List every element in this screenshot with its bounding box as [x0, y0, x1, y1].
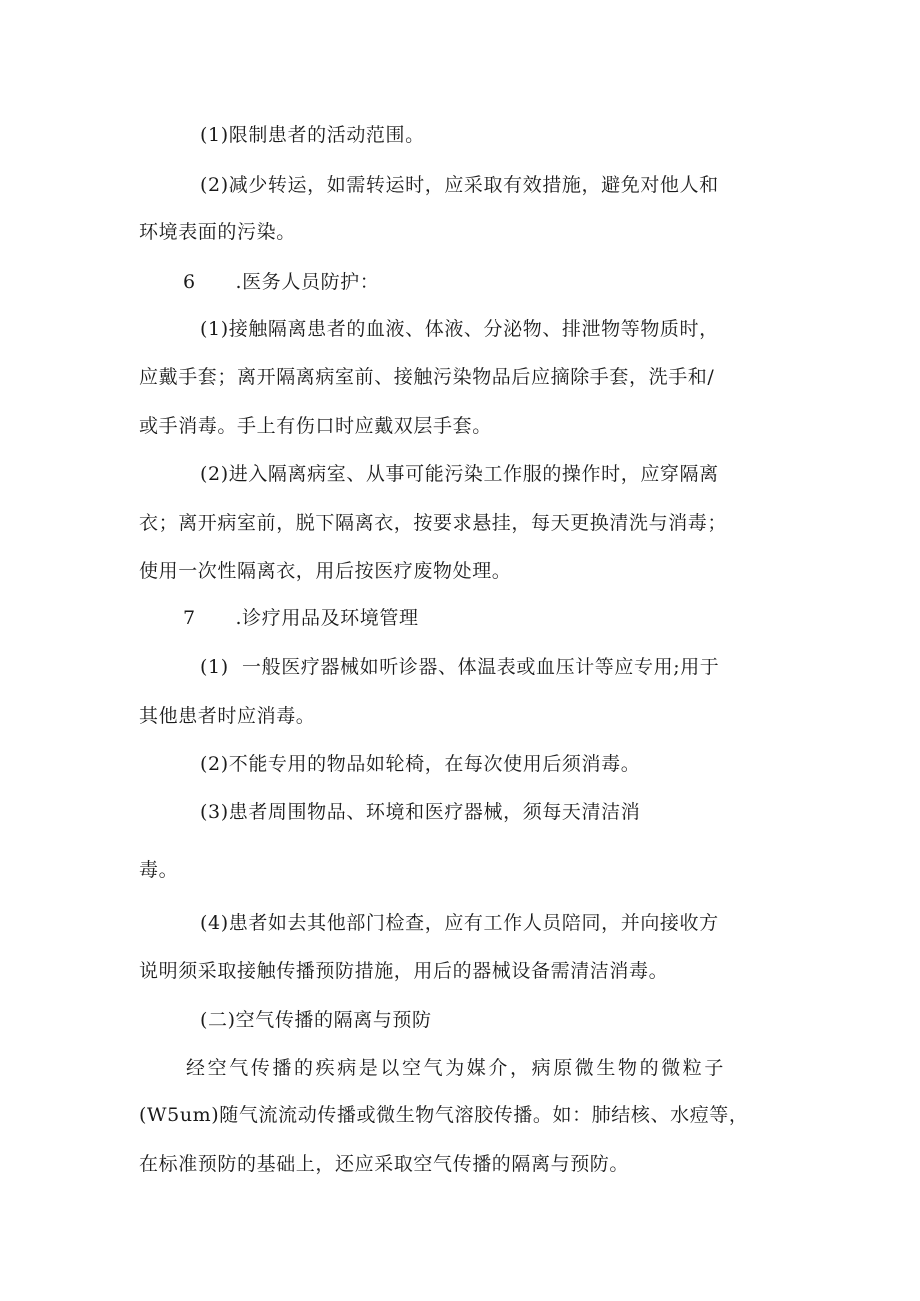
text-line: (2)进入隔离病室、从事可能污染工作服的操作时，应穿隔离	[200, 463, 719, 485]
text-line: 衣；离开病室前，脱下隔离衣，按要求悬挂，每天更换清洗与消毒；	[139, 512, 728, 534]
text-line: (1)接触隔离患者的血液、体液、分泌物、排泄物等物质时，	[200, 318, 719, 340]
text-line: 或手消毒。手上有伤口时应戴双层手套。	[139, 415, 492, 437]
text-line: (2)减少转运，如需转运时，应采取有效措施，避免对他人和	[200, 174, 719, 196]
text-line: 其他患者时应消毒。	[139, 705, 316, 727]
section-heading: 6 .医务人员防护：	[183, 271, 380, 293]
section-heading: 7 .诊疗用品及环境管理	[183, 607, 419, 629]
text-line: (1) 一般医疗器械如听诊器、体温表或血压计等应专用;用于	[200, 656, 720, 678]
text-line: 在标准预防的基础上，还应采取空气传播的隔离与预防。	[139, 1153, 630, 1175]
text-line: 说明须采取接触传播预防措施，用后的器械设备需清洁消毒。	[139, 960, 669, 982]
text-line: (W5um)随气流流动传播或微生物气溶胶传播。如：肺结核、水痘等，	[139, 1104, 749, 1126]
text-line: 经空气传播的疾病是以空气为媒介，病原微生物的微粒子	[186, 1057, 727, 1079]
section-heading: (二)空气传播的隔离与预防	[200, 1009, 432, 1031]
text-line: 使用一次性隔离衣，用后按医疗废物处理。	[139, 560, 512, 582]
text-line: (1)限制患者的活动范围。	[200, 124, 425, 146]
text-line: (4)患者如去其他部门检查，应有工作人员陪同，并向接收方	[200, 912, 719, 934]
text-line: 环境表面的污染。	[139, 221, 296, 243]
text-line: (2)不能专用的物品如轮椅，在每次使用后须消毒。	[200, 753, 641, 775]
text-line: 应戴手套；离开隔离病室前、接触污染物品后应摘除手套，洗手和/	[139, 366, 715, 388]
text-line: (3)患者周围物品、环境和医疗器械，须每天清洁消	[200, 801, 641, 823]
text-line: 毒。	[139, 859, 179, 881]
